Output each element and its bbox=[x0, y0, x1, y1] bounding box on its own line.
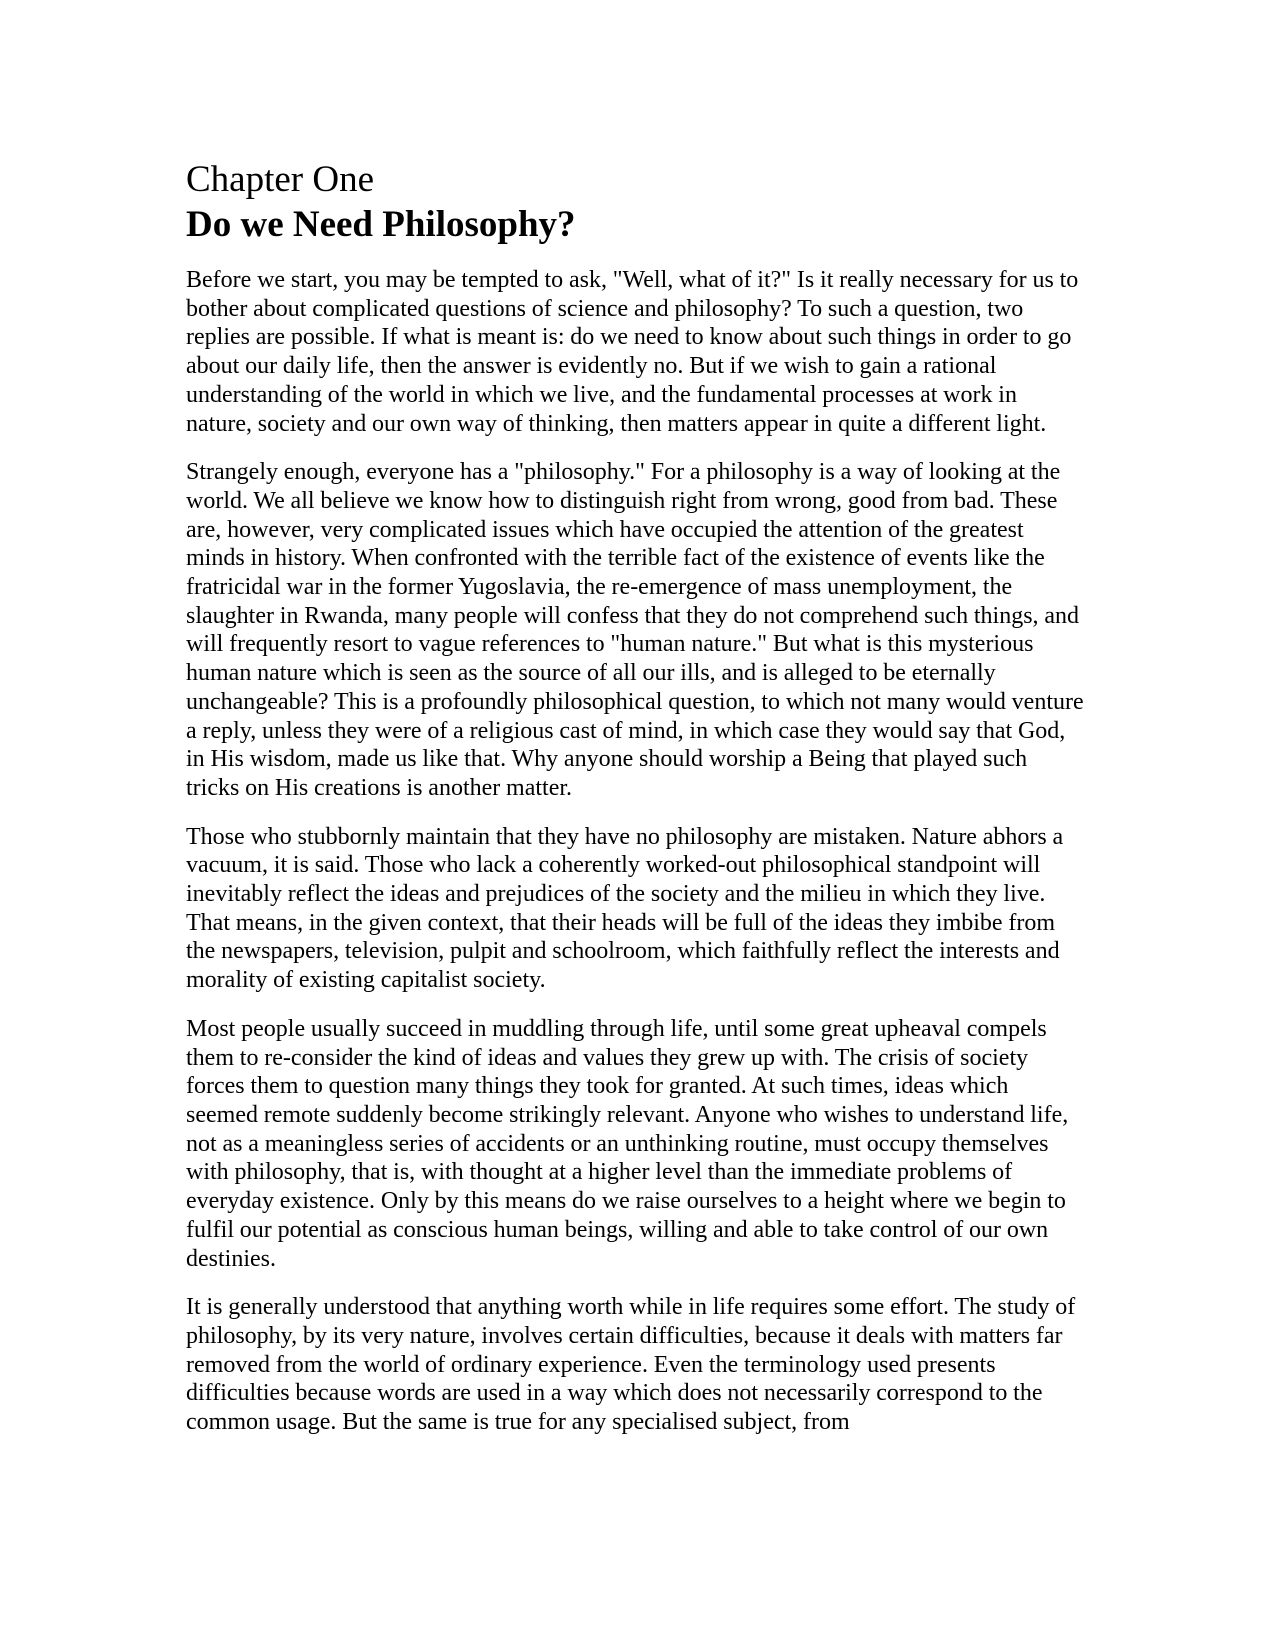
paragraph: Most people usually succeed in muddling through life, until some great upheaval compels them to re-consider the kind of ideas and values they grew up with. The crisis of society forces them to question many things they took for granted. At such times, ideas which seemed remote suddenly become strikingly relevant. Anyone who wishes to understand life, not as a meaningless series of accidents or an unthinking routine, must occupy themselves with philosophy, that is, with thought at a higher level than the immediate problems of everyday existence. Only by this means do we raise ourselves to a height where we begin to fulfil our potential as conscious human beings, willing and able to take control of our own destinies. bbox=[186, 1015, 1069, 1272]
paragraph: Strangely enough, everyone has a "philosophy." For a philosophy is a way of looking at the world. We all believe we know how to distinguish right from wrong, good from bad. These are, however, very complicated issues which have occupied the attention of the greatest minds in history. When confronted with the terrible fact of the existence of events like the fratricidal war in the former Yugoslavia, the re-emergence of mass unemployment, the slaughter in Rwanda, many people will confess that they do not comprehend such things, and will frequently resort to vague references to "human nature." But what is this mysterious human nature which is seen as the source of all our ills, and is alleged to be eternally unchangeable? This is a profoundly philosophical question, to which not many would venture a reply, unless they were of a religious cast of mind, in which case they would say that God, in His wisdom, made us like that. Why anyone should worship a Being that played such tricks on His creations is another matter. bbox=[186, 459, 1084, 801]
chapter-label: Chapter One bbox=[186, 159, 375, 200]
paragraph: It is generally understood that anything worth while in life requires some effort. The study of philosophy, by its very nature, involves certain difficulties, because it deals with matters far removed from the world of ordinary experience. Even the terminology used presents difficulties because words are used in a way which does not necessarily correspond to the common usage. But the same is true for any specialised subject, from bbox=[186, 1294, 1076, 1436]
document-page bbox=[186, 158, 1086, 1457]
paragraph: Those who stubbornly maintain that they have no philosophy are mistaken. Nature abhors a vacuum, it is said. Those who lack a coherently worked-out philosophical standpoint will inevitably reflect the ideas and prejudices of the society and the milieu in which they live. That means, in the given context, that their heads will be full of the ideas they imbibe from the newspapers, television, pulpit and schoolroom, which faithfully reflect the interests and morality of existing capitalist society. bbox=[186, 823, 1064, 994]
paragraph: Before we start, you may be tempted to ask, "Well, what of it?" Is it really necessary for us to bother about complicated questions of science and philosophy? To such a question, two replies are possible. If what is meant is: do we need to know about such things in order to go about our daily life, then the answer is evidently no. But if we wish to gain a rational understanding of the world in which we live, and the fundamental processes at work in nature, society and our own way of thinking, then matters appear in quite a different light. bbox=[186, 267, 1079, 437]
chapter-title: Do we Need Philosophy? bbox=[186, 204, 576, 245]
